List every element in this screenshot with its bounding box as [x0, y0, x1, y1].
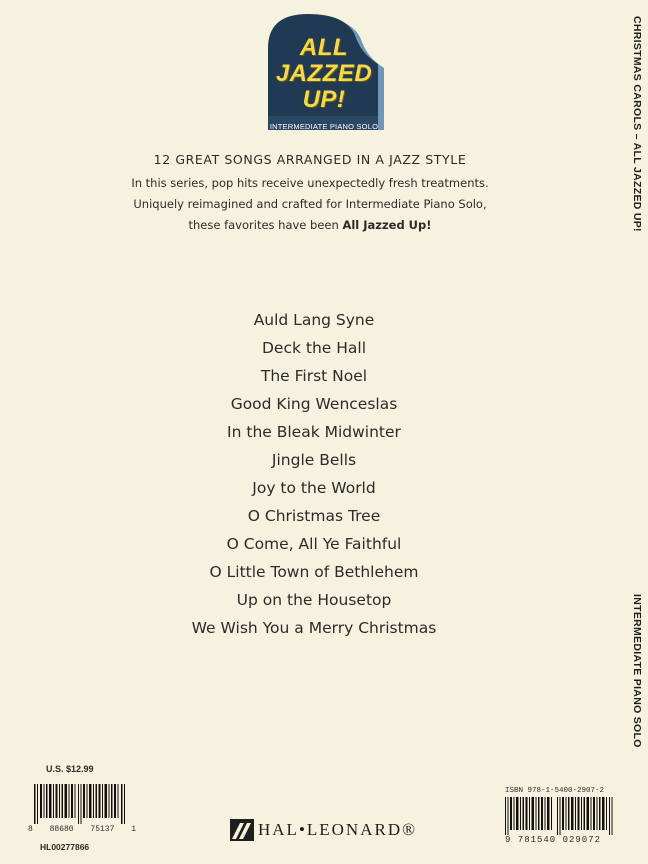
upc-group-2: 75137: [90, 825, 115, 834]
song-item: Joy to the World: [252, 479, 376, 497]
song-item: Jingle Bells: [271, 451, 357, 469]
song-item: Deck the Hall: [261, 339, 367, 357]
series-name-bold: All Jazzed Up!: [342, 218, 432, 232]
upc-barcode: [34, 784, 126, 824]
description-line-2: Uniquely reimagined and crafted for Intermediate Piano Solo,: [133, 197, 487, 211]
song-item: The First Noel: [260, 367, 368, 385]
publisher-name: HAL•LEONARD®: [258, 820, 418, 839]
logo-word-all: ALL: [299, 34, 349, 61]
spine-title: CHRISTMAS CAROLS – ALL JAZZED UP!: [631, 16, 643, 232]
spine-level: INTERMEDIATE PIANO SOLO: [631, 594, 643, 748]
song-item: O Christmas Tree: [247, 507, 381, 525]
song-item: O Come, All Ye Faithful: [226, 535, 402, 553]
song-item: O Little Town of Bethlehem: [209, 563, 419, 581]
item-number: HL00277866: [40, 842, 90, 852]
logo-subtitle: INTERMEDIATE PIANO SOLO: [269, 122, 379, 131]
price: U.S. $12.99: [46, 764, 94, 774]
publisher-logo: [230, 818, 417, 842]
logo-word-jazzed: JAZZED: [275, 60, 373, 87]
description-line-3-text: these favorites have been: [188, 218, 343, 232]
upc-check-digit: 1: [131, 825, 136, 834]
upc-lead-digit: 8: [28, 825, 33, 834]
song-item: We Wish You a Merry Christmas: [191, 619, 437, 637]
song-item: In the Bleak Midwinter: [227, 423, 401, 441]
song-item: Up on the Housetop: [236, 591, 392, 609]
series-logo: [258, 12, 390, 136]
isbn-digits: 9 781540 029072: [505, 835, 602, 845]
isbn-barcode: [505, 797, 613, 835]
publisher-mark-icon: [230, 819, 254, 841]
logo-word-up: UP!: [302, 86, 346, 113]
description: [0, 173, 620, 236]
song-item: Auld Lang Syne: [253, 311, 375, 329]
description-line-1: In this series, pop hits receive unexpectedly fresh treatments.: [131, 176, 489, 190]
song-item: Good King Wenceslas: [230, 395, 398, 413]
description-line-3: [0, 215, 620, 236]
isbn-label: ISBN 978-1-5400-2907-2: [505, 787, 605, 795]
song-list: [0, 306, 628, 642]
upc-digits: [28, 825, 136, 834]
upc-group-1: 88680: [49, 825, 74, 834]
tagline: 12 GREAT SONGS ARRANGED IN A JAZZ STYLE: [153, 152, 467, 167]
